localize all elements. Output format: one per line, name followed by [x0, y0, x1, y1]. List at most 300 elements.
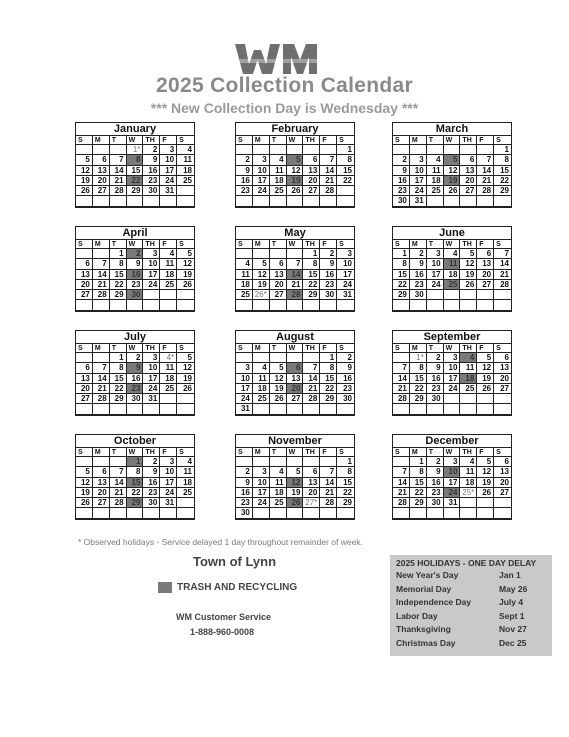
day-cell: 6 [477, 249, 494, 259]
empty-day-cell [287, 404, 304, 414]
day-cell: 22 [320, 384, 337, 394]
month-name: March [393, 123, 511, 136]
month-days-grid [393, 136, 511, 207]
day-cell: 2 [127, 249, 144, 259]
day-cell: 12 [444, 166, 461, 176]
page-subtitle: *** New Collection Day is Wednesday *** [150, 100, 419, 116]
empty-day-cell [76, 249, 93, 259]
month-august [235, 330, 355, 416]
day-cell: 2 [143, 145, 160, 155]
day-cell: 3 [253, 467, 270, 477]
day-cell: 21 [393, 384, 410, 394]
day-cell: 14 [93, 270, 110, 280]
day-cell: 8 [393, 259, 410, 269]
day-cell: 7 [110, 155, 127, 165]
day-cell: 4 [177, 457, 194, 467]
empty-day-cell [287, 457, 304, 467]
day-cell: 25 [177, 176, 194, 186]
day-cell: 27 [287, 394, 304, 404]
empty-day-cell [303, 457, 320, 467]
day-cell: 7 [393, 467, 410, 477]
day-cell: 1* [410, 353, 427, 363]
day-cell: 27 [460, 186, 477, 196]
empty-day-cell [253, 508, 270, 518]
empty-day-cell [337, 300, 354, 310]
empty-day-cell [270, 508, 287, 518]
day-cell: 28 [93, 394, 110, 404]
day-cell: 25 [270, 498, 287, 508]
day-cell: 5 [444, 155, 461, 165]
day-cell: 29 [393, 290, 410, 300]
weekday-header: W [127, 240, 144, 249]
day-cell: 10 [143, 259, 160, 269]
empty-day-cell [477, 145, 494, 155]
day-cell: 29 [303, 290, 320, 300]
day-cell: 10 [236, 374, 253, 384]
empty-day-cell [460, 498, 477, 508]
day-cell: 18 [460, 374, 477, 384]
day-cell: 15 [393, 270, 410, 280]
empty-day-cell [143, 508, 160, 518]
day-cell: 2 [410, 249, 427, 259]
day-cell: 30 [127, 394, 144, 404]
empty-day-cell [177, 290, 194, 300]
weekday-header: S [236, 136, 253, 145]
day-cell: 4 [270, 467, 287, 477]
month-days-grid [76, 448, 194, 519]
empty-day-cell [460, 394, 477, 404]
weekday-header: T [427, 344, 444, 353]
empty-day-cell [93, 300, 110, 310]
empty-day-cell [427, 508, 444, 518]
empty-day-cell [253, 353, 270, 363]
day-cell: 17 [160, 166, 177, 176]
month-days-grid [76, 136, 194, 207]
day-cell: 27 [76, 394, 93, 404]
weekday-header: W [287, 448, 304, 457]
empty-day-cell [410, 300, 427, 310]
empty-day-cell [143, 300, 160, 310]
day-cell: 20 [460, 176, 477, 186]
day-cell: 23 [427, 384, 444, 394]
day-cell: 17 [444, 374, 461, 384]
weekday-header: M [410, 136, 427, 145]
weekday-header: T [270, 136, 287, 145]
day-cell: 16 [427, 374, 444, 384]
day-cell: 26 [270, 394, 287, 404]
day-cell: 12 [177, 363, 194, 373]
empty-day-cell [393, 404, 410, 414]
day-cell: 17 [160, 478, 177, 488]
empty-day-cell [236, 300, 253, 310]
day-cell: 20 [303, 176, 320, 186]
weekday-header: S [236, 448, 253, 457]
month-days-grid [76, 344, 194, 415]
day-cell: 22 [410, 488, 427, 498]
day-cell: 26 [76, 186, 93, 196]
day-cell: 17 [143, 270, 160, 280]
day-cell: 27 [93, 186, 110, 196]
holiday-name: New Year's Day [396, 570, 459, 580]
month-december [392, 434, 512, 520]
wm-logo [233, 42, 333, 76]
weekday-header: T [110, 136, 127, 145]
weekday-header: M [410, 448, 427, 457]
day-cell: 26 [460, 280, 477, 290]
day-cell: 24 [427, 280, 444, 290]
day-cell: 23 [320, 280, 337, 290]
empty-day-cell [76, 508, 93, 518]
day-cell: 2 [236, 467, 253, 477]
day-cell: 13 [494, 467, 511, 477]
day-cell: 18 [160, 270, 177, 280]
empty-day-cell [320, 457, 337, 467]
empty-day-cell [143, 404, 160, 414]
day-cell: 25 [160, 280, 177, 290]
weekday-header: M [253, 136, 270, 145]
empty-day-cell [320, 300, 337, 310]
day-cell: 4 [160, 249, 177, 259]
day-cell: 15 [410, 478, 427, 488]
day-cell: 19 [177, 270, 194, 280]
weekday-header: W [287, 240, 304, 249]
weekday-header: M [253, 344, 270, 353]
day-cell: 29 [127, 186, 144, 196]
day-cell: 23 [236, 498, 253, 508]
page-title: 2025 Collection Calendar [156, 74, 413, 97]
day-cell: 11 [444, 259, 461, 269]
day-cell: 1 [494, 145, 511, 155]
empty-day-cell [76, 353, 93, 363]
day-cell: 13 [76, 270, 93, 280]
empty-day-cell [160, 290, 177, 300]
month-march [392, 122, 512, 208]
day-cell: 5 [477, 353, 494, 363]
empty-day-cell [160, 394, 177, 404]
empty-day-cell [253, 249, 270, 259]
day-cell: 2 [393, 155, 410, 165]
empty-day-cell [427, 404, 444, 414]
day-cell: 13 [76, 374, 93, 384]
day-cell: 9 [393, 166, 410, 176]
empty-day-cell [444, 394, 461, 404]
day-cell: 17 [143, 374, 160, 384]
empty-day-cell [393, 508, 410, 518]
day-cell: 20 [477, 270, 494, 280]
day-cell: 27 [477, 280, 494, 290]
day-cell: 8 [337, 155, 354, 165]
day-cell: 21 [287, 280, 304, 290]
weekday-header: M [93, 344, 110, 353]
empty-day-cell [444, 508, 461, 518]
holiday-row [390, 610, 552, 624]
day-cell: 9 [236, 478, 253, 488]
day-cell: 9 [427, 363, 444, 373]
weekday-header: F [320, 344, 337, 353]
day-cell: 28 [320, 498, 337, 508]
month-name: December [393, 435, 511, 448]
day-cell: 22 [110, 280, 127, 290]
day-cell: 19 [477, 374, 494, 384]
empty-day-cell [494, 508, 511, 518]
empty-day-cell [303, 353, 320, 363]
holiday-name: Independence Day [396, 597, 472, 607]
day-cell: 2 [127, 353, 144, 363]
day-cell: 4 [460, 353, 477, 363]
day-cell: 7 [477, 155, 494, 165]
day-cell: 14 [110, 166, 127, 176]
empty-day-cell [236, 457, 253, 467]
day-cell: 30 [236, 508, 253, 518]
day-cell: 10 [143, 363, 160, 373]
day-cell: 8 [127, 155, 144, 165]
day-cell: 8 [110, 363, 127, 373]
day-cell: 3 [444, 457, 461, 467]
day-cell: 11 [160, 259, 177, 269]
day-cell: 21 [320, 176, 337, 186]
day-cell: 8 [110, 259, 127, 269]
day-cell: 21 [110, 176, 127, 186]
empty-day-cell [93, 404, 110, 414]
day-cell: 16 [393, 176, 410, 186]
empty-day-cell [444, 145, 461, 155]
empty-day-cell [427, 290, 444, 300]
day-cell: 17 [236, 384, 253, 394]
empty-day-cell [303, 145, 320, 155]
day-cell: 20 [303, 488, 320, 498]
day-cell: 15 [303, 270, 320, 280]
month-may [235, 226, 355, 312]
empty-day-cell [303, 508, 320, 518]
month-days-grid [393, 448, 511, 519]
weekday-header: T [110, 448, 127, 457]
empty-day-cell [477, 394, 494, 404]
day-cell: 27 [270, 290, 287, 300]
day-cell: 30 [337, 394, 354, 404]
empty-day-cell [127, 508, 144, 518]
weekday-header: S [393, 448, 410, 457]
day-cell: 1 [410, 457, 427, 467]
day-cell: 16 [337, 374, 354, 384]
weekday-header: S [337, 344, 354, 353]
day-cell: 10 [337, 259, 354, 269]
day-cell: 23 [236, 186, 253, 196]
month-name: September [393, 331, 511, 344]
day-cell: 19 [177, 374, 194, 384]
empty-day-cell [393, 457, 410, 467]
day-cell: 25 [427, 186, 444, 196]
day-cell: 12 [460, 259, 477, 269]
empty-day-cell [444, 196, 461, 206]
day-cell: 7 [320, 467, 337, 477]
weekday-header: W [444, 136, 461, 145]
month-name: October [76, 435, 194, 448]
empty-day-cell [427, 196, 444, 206]
day-cell: 3 [410, 155, 427, 165]
day-cell: 27 [303, 186, 320, 196]
day-cell: 26* [253, 290, 270, 300]
day-cell: 15 [410, 374, 427, 384]
weekday-header: W [444, 240, 461, 249]
day-cell: 18 [177, 166, 194, 176]
day-cell: 10 [160, 467, 177, 477]
empty-day-cell [236, 145, 253, 155]
month-name: July [76, 331, 194, 344]
empty-day-cell [460, 196, 477, 206]
day-cell: 25 [236, 290, 253, 300]
month-name: May [236, 227, 354, 240]
weekday-header: S [177, 136, 194, 145]
day-cell: 31 [143, 394, 160, 404]
day-cell: 24 [444, 488, 461, 498]
holidays-title: 2025 HOLIDAYS - ONE DAY DELAY [396, 558, 537, 568]
day-cell: 5 [76, 155, 93, 165]
holiday-name: Memorial Day [396, 583, 452, 594]
day-cell: 9 [236, 166, 253, 176]
day-cell: 26 [477, 384, 494, 394]
day-cell: 12 [477, 363, 494, 373]
day-cell: 3 [143, 249, 160, 259]
day-cell: 25 [253, 394, 270, 404]
weekday-header: F [160, 136, 177, 145]
day-cell: 22 [127, 488, 144, 498]
empty-day-cell [494, 300, 511, 310]
month-days-grid [393, 240, 511, 311]
day-cell: 7 [320, 155, 337, 165]
holiday-row [390, 596, 552, 610]
month-days-grid [76, 240, 194, 311]
weekday-header: S [393, 344, 410, 353]
month-june [392, 226, 512, 312]
day-cell: 4 [253, 363, 270, 373]
weekday-header: F [320, 136, 337, 145]
empty-day-cell [410, 145, 427, 155]
empty-day-cell [143, 290, 160, 300]
day-cell: 14 [477, 166, 494, 176]
holiday-name: Thanksgiving [396, 624, 451, 634]
weekday-header: TH [460, 344, 477, 353]
weekday-header: S [494, 240, 511, 249]
day-cell: 25 [160, 384, 177, 394]
day-cell: 9 [320, 259, 337, 269]
day-cell: 7 [287, 259, 304, 269]
empty-day-cell [303, 404, 320, 414]
day-cell: 9 [143, 155, 160, 165]
empty-day-cell [270, 457, 287, 467]
empty-day-cell [270, 404, 287, 414]
day-cell: 24 [160, 488, 177, 498]
empty-day-cell [410, 404, 427, 414]
weekday-header: W [127, 344, 144, 353]
day-cell: 30 [410, 290, 427, 300]
month-name: February [236, 123, 354, 136]
weekday-header: TH [460, 240, 477, 249]
weekday-header: S [494, 136, 511, 145]
day-cell: 17 [253, 176, 270, 186]
day-cell: 9 [410, 259, 427, 269]
weekday-header: TH [303, 448, 320, 457]
empty-day-cell [427, 300, 444, 310]
day-cell: 16 [236, 488, 253, 498]
month-name: August [236, 331, 354, 344]
empty-day-cell [160, 196, 177, 206]
day-cell: 24 [253, 186, 270, 196]
day-cell: 10 [444, 363, 461, 373]
empty-day-cell [127, 300, 144, 310]
month-name: April [76, 227, 194, 240]
day-cell: 18 [444, 270, 461, 280]
day-cell: 19 [76, 176, 93, 186]
day-cell: 21 [494, 270, 511, 280]
day-cell: 8 [410, 363, 427, 373]
customer-service-label: WM Customer Service [176, 612, 272, 622]
day-cell: 9 [143, 467, 160, 477]
holiday-row [390, 637, 552, 651]
legend-swatch [158, 582, 172, 593]
empty-day-cell [76, 300, 93, 310]
empty-day-cell [320, 508, 337, 518]
day-cell: 28 [110, 498, 127, 508]
day-cell: 12 [477, 467, 494, 477]
month-july [75, 330, 195, 416]
day-cell: 14 [110, 478, 127, 488]
month-name: January [76, 123, 194, 136]
day-cell: 27 [76, 290, 93, 300]
day-cell: 11 [177, 155, 194, 165]
day-cell: 13 [303, 478, 320, 488]
day-cell: 18 [177, 478, 194, 488]
empty-day-cell [444, 290, 461, 300]
day-cell: 24 [337, 280, 354, 290]
empty-day-cell [477, 404, 494, 414]
day-cell: 18 [460, 478, 477, 488]
weekday-header: W [444, 448, 461, 457]
holiday-row [390, 623, 552, 637]
empty-day-cell [477, 508, 494, 518]
weekday-header: F [160, 344, 177, 353]
day-cell: 25* [460, 488, 477, 498]
empty-day-cell [270, 196, 287, 206]
empty-day-cell [270, 145, 287, 155]
day-cell: 18 [160, 374, 177, 384]
weekday-header: T [270, 240, 287, 249]
day-cell: 22 [494, 176, 511, 186]
day-cell: 6 [93, 155, 110, 165]
weekday-header: S [393, 136, 410, 145]
day-cell: 16 [143, 478, 160, 488]
day-cell: 4 [427, 155, 444, 165]
empty-day-cell [320, 196, 337, 206]
day-cell: 20 [93, 176, 110, 186]
empty-day-cell [177, 196, 194, 206]
day-cell: 19 [287, 488, 304, 498]
day-cell: 3 [160, 457, 177, 467]
weekday-header: TH [143, 136, 160, 145]
weekday-header: M [93, 448, 110, 457]
day-cell: 27 [494, 384, 511, 394]
empty-day-cell [270, 353, 287, 363]
day-cell: 21 [393, 488, 410, 498]
day-cell: 24 [444, 384, 461, 394]
day-cell: 27 [93, 498, 110, 508]
empty-day-cell [76, 404, 93, 414]
holiday-date: Jan 1 [499, 570, 521, 580]
day-cell: 29 [410, 394, 427, 404]
day-cell: 13 [460, 166, 477, 176]
day-cell: 13 [303, 166, 320, 176]
empty-day-cell [177, 508, 194, 518]
day-cell: 6 [494, 353, 511, 363]
